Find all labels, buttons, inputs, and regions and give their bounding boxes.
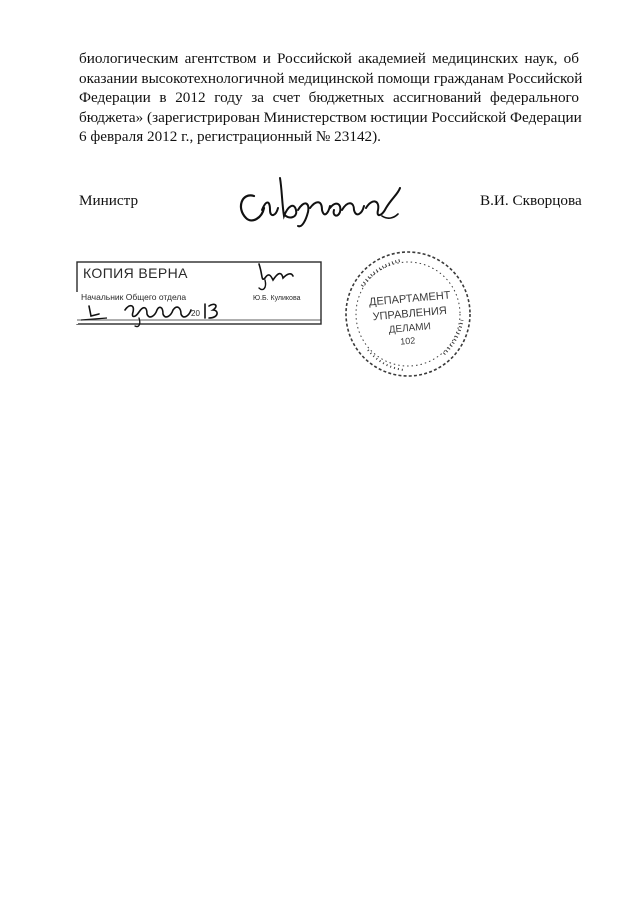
svg-text:УПРАВЛЕНИЯ: УПРАВЛЕНИЯ: [372, 304, 448, 324]
svg-text:102: 102: [399, 335, 416, 347]
signatory-title: Министр: [79, 192, 139, 209]
svg-text:ДЕЛАМИ: ДЕЛАМИ: [388, 321, 432, 336]
paragraph-line: оказании высокотехнологичной медицинской помощи гражданам Российской: [79, 69, 583, 87]
paragraph-line: бюджета» (зарегистрирован Министерством юстиции Российской Федерации: [79, 108, 582, 126]
svg-text:КОПИЯ ВЕРНА: КОПИЯ ВЕРНА: [83, 265, 188, 281]
paragraph-line: 6 февраля 2012 г., регистрационный № 23142).: [79, 128, 381, 145]
svg-text:Начальник Общего отдела: Начальник Общего отдела: [81, 292, 187, 302]
signatory-name: В.И. Скворцова: [480, 192, 582, 209]
paragraph-line: биологическим агентством и Российской академией медицинских наук, об: [79, 50, 579, 67]
paragraph-line: Федерации в 2012 году за счет бюджетных ассигнований федерального: [79, 89, 579, 106]
svg-text:20: 20: [191, 309, 200, 318]
copy-certification-stamp: [73, 258, 325, 330]
minister-signature: [232, 170, 412, 230]
paragraph-continuation: [79, 49, 583, 147]
svg-text:ДЕПАРТАМЕНТ: ДЕПАРТАМЕНТ: [368, 289, 451, 309]
svg-text:Ю.Б. Куликова: Ю.Б. Куликова: [253, 295, 301, 302]
department-seal: [340, 246, 476, 382]
